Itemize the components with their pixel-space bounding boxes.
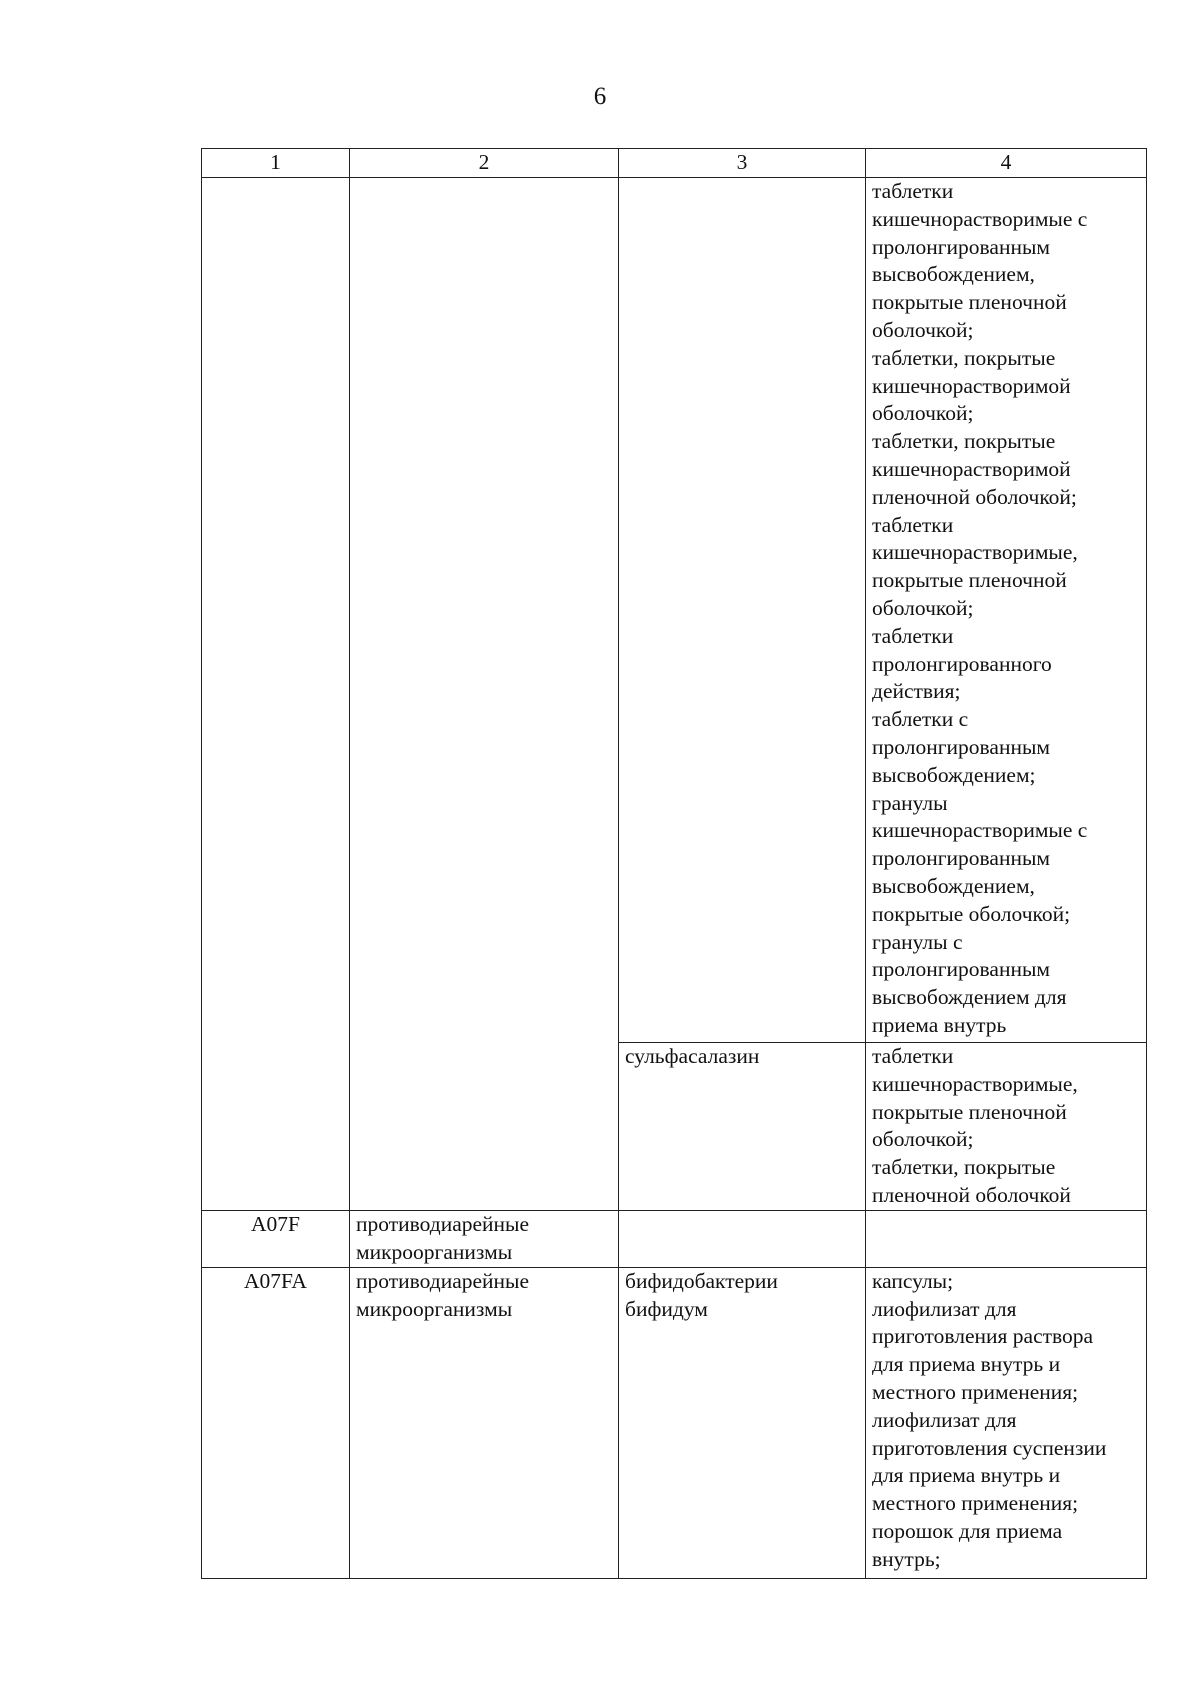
column-header-1: 1 [202,149,350,178]
cell-dosage-forms: капсулы; лиофилизат для приготовления раствора для приема внутрь и местного применения; лиофилизат для приготовления суспензии для приема внутрь и местного применения; порошок для приема внутрь; [866,1267,1147,1578]
cell-code: A07F [202,1210,350,1267]
page-number: 6 [593,83,607,110]
table-row [202,1267,1147,1578]
cell-code [202,178,350,1211]
column-header-2: 2 [350,149,619,178]
cell-dosage-forms: таблетки кишечнорастворимые, покрытые пленочной оболочкой; таблетки, покрытые пленочной оболочкой [866,1043,1147,1211]
cell-group: противодиарейные микроорганизмы [350,1267,619,1578]
table-header-row [202,149,1147,178]
cell-substance: сульфасалазин [619,1043,866,1211]
table-row [202,1210,1147,1267]
column-header-3: 3 [619,149,866,178]
cell-substance [619,178,866,1043]
table-row [202,178,1147,1043]
cell-dosage-forms: таблетки кишечнорастворимые с пролонгированным высвобождением, покрытые пленочной оболочкой; таблетки, покрытые кишечнорастворимой оболочкой; таблетки, покрытые кишечнорастворимой пленочной оболочкой; таблетки кишечнорастворимые, покрытые пленочной оболочкой; таблетки пролонгированного действия; таблетки с пролонгированным высвобождением; гранулы кишечнорастворимые с пролонгированным высвобождением, покрытые оболочкой; гранулы с пролонгированным высвобождением для приема внутрь [866,178,1147,1043]
cell-dosage-forms [866,1210,1147,1267]
column-header-4: 4 [866,149,1147,178]
medications-table [201,148,1147,1579]
cell-code: A07FA [202,1267,350,1578]
cell-substance [619,1210,866,1267]
cell-group: противодиарейные микроорганизмы [350,1210,619,1267]
cell-substance: бифидобактерии бифидум [619,1267,866,1578]
cell-group [350,178,619,1211]
